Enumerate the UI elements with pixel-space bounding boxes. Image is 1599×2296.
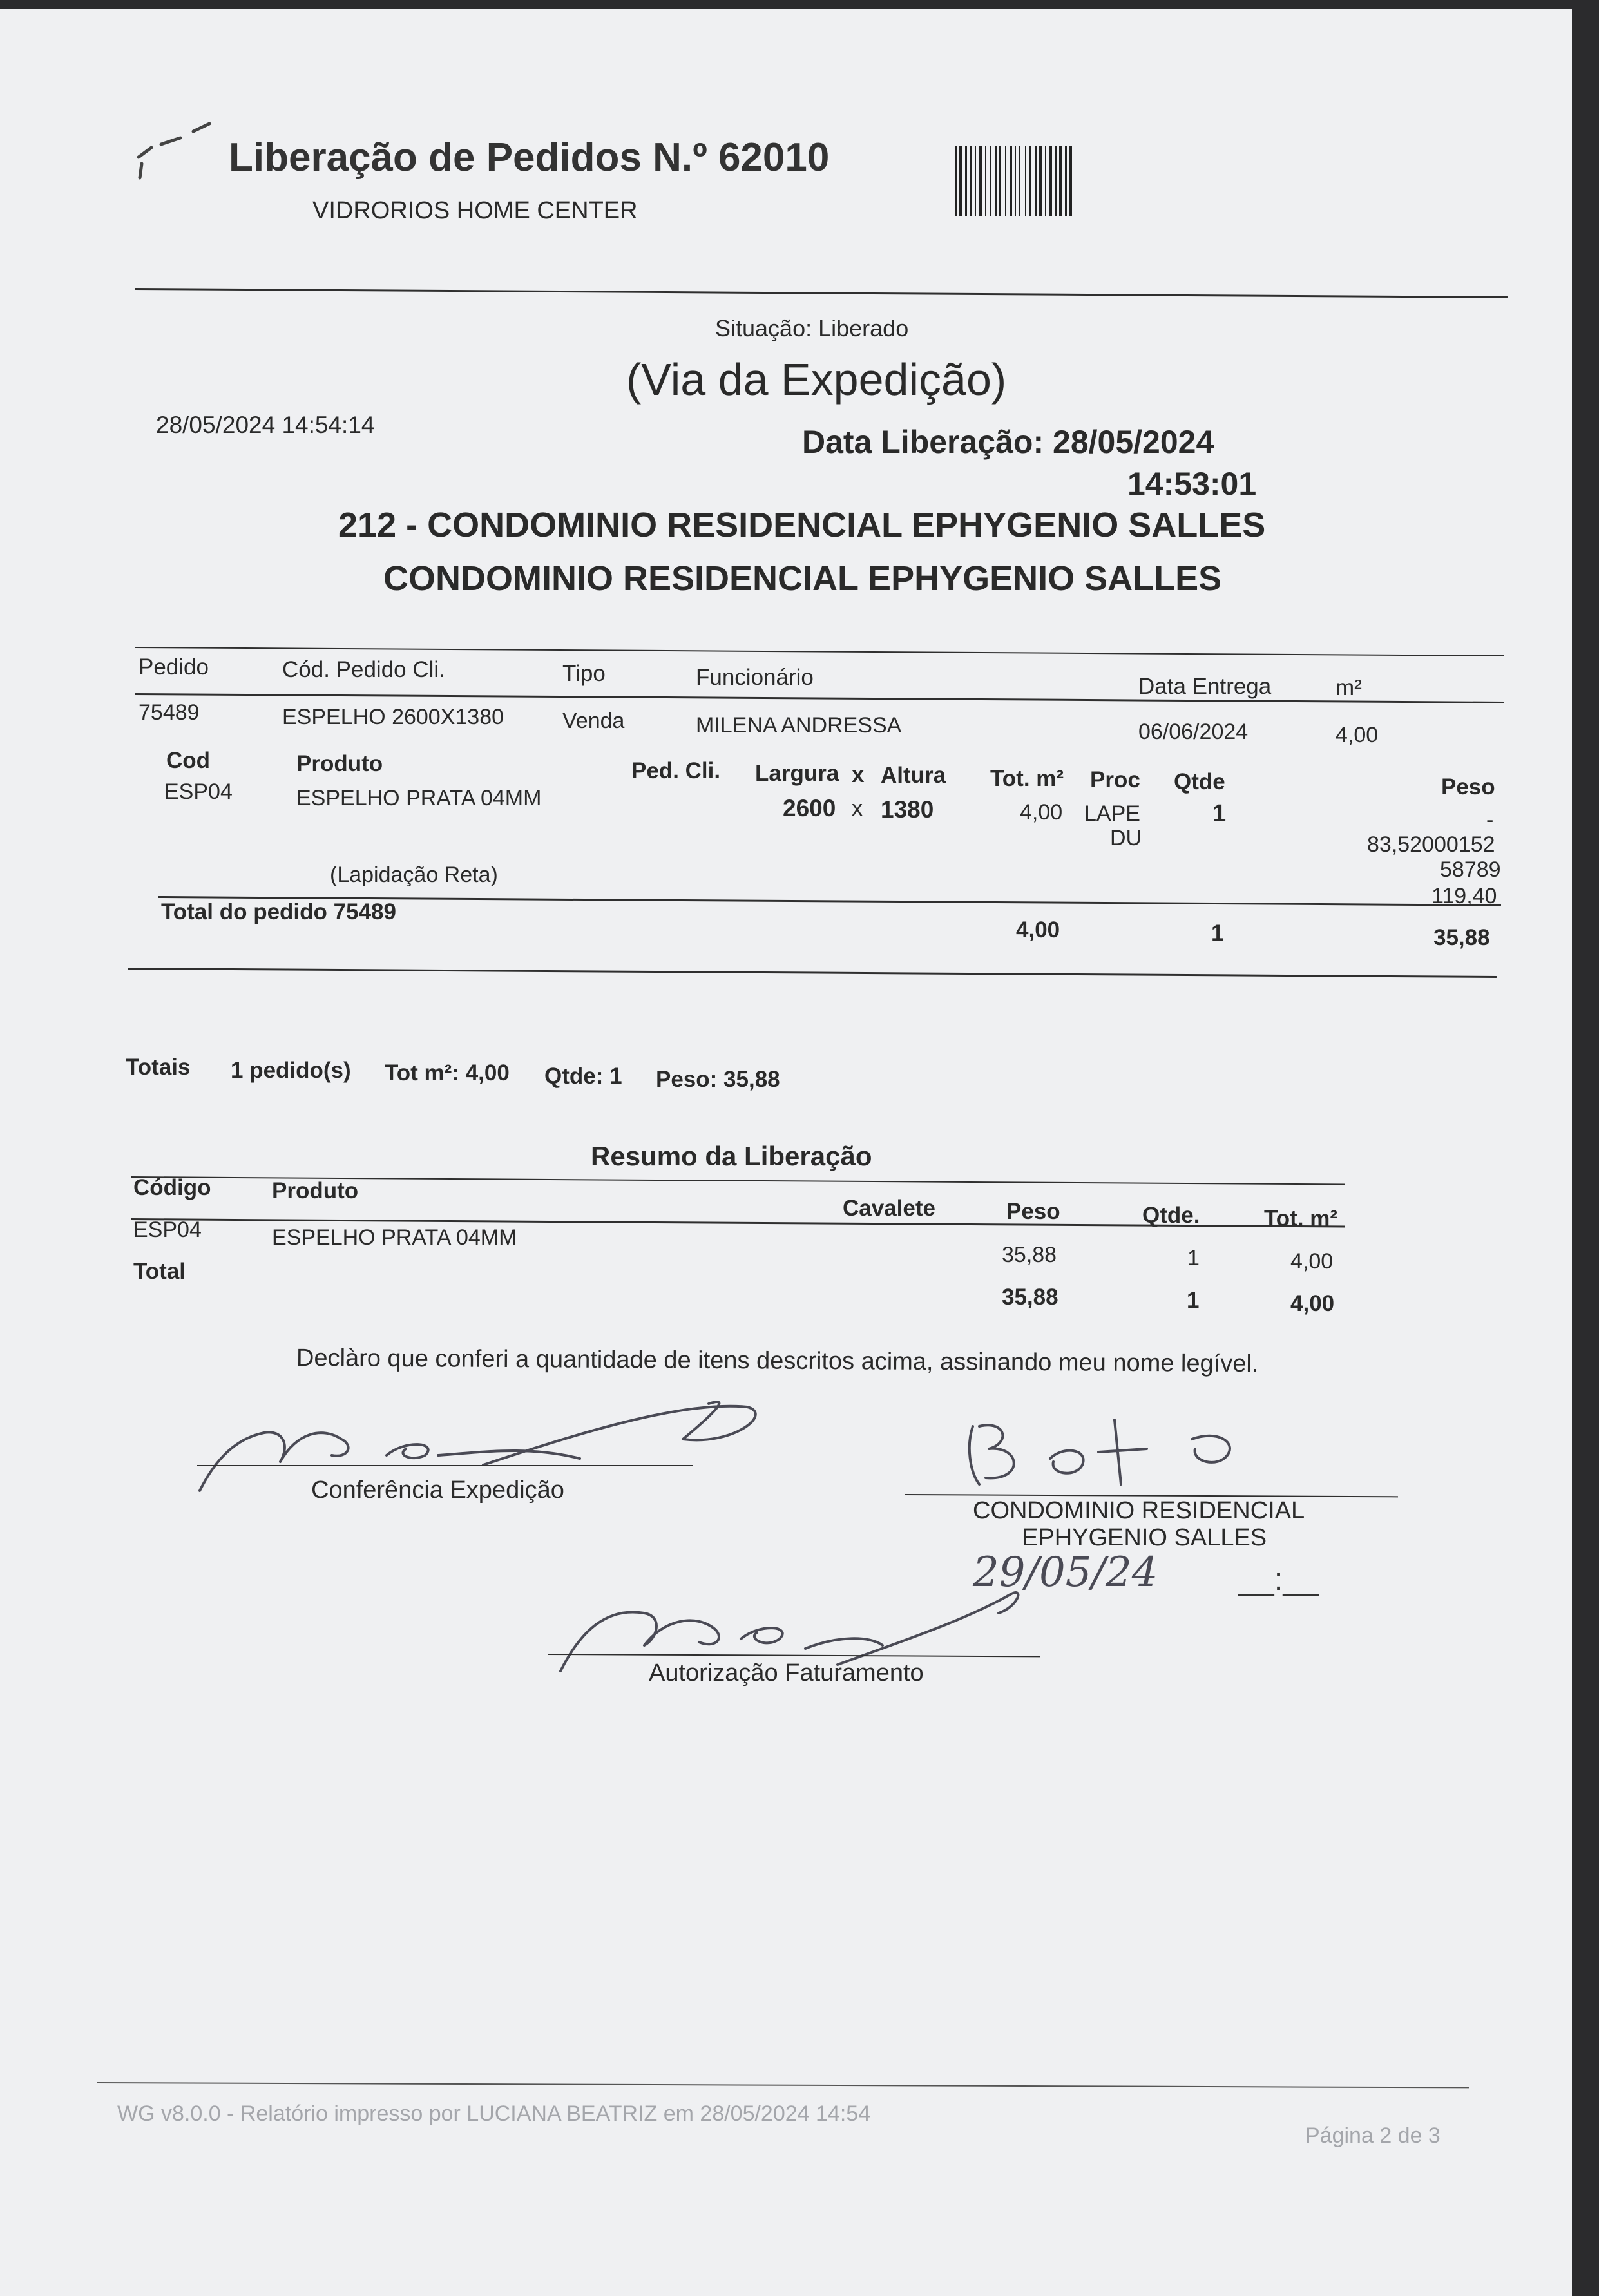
col-tipo-header: Tipo [562,661,606,686]
item-peso-header: Peso [1441,774,1495,799]
item-qtde: 1 [1212,800,1227,827]
item-proc-line-1: LAPE [1084,801,1140,826]
time-placeholder: __:__ [1238,1561,1319,1597]
company-name: VIDRORIOS HOME CENTER [312,197,638,224]
item-proc-line-2: DU [1110,826,1142,850]
signature-line-conferencia [197,1465,693,1466]
document-title: Liberação de Pedidos N.º 62010 [229,135,830,180]
summary-peso: 35,88 [1002,1243,1057,1267]
item-peso-line-3: 58789 [1440,857,1501,882]
item-cod: ESP04 [164,780,233,804]
item-cod-header: Cod [166,748,211,773]
client-code-name: 212 - CONDOMINIO RESIDENCIAL EPHYGENIO SALLES [338,506,1266,544]
summary-cavalete-header: Cavalete [843,1196,935,1221]
printed-timestamp: 28/05/2024 14:54:14 [156,412,375,438]
item-largura: 2600 [783,795,836,821]
item-peso-line-4: 119,40 [1431,884,1497,908]
copy-type-label: (Via da Expedição) [626,354,1007,405]
declaration-text: Declàro que conferi a quantidade de itens descritos acima, assinando meu nome legível. [296,1344,1259,1378]
item-x: x [852,796,863,821]
footer-report-info: WG v8.0.0 - Relatório impresso por LUCIANA BEATRIZ em 28/05/2024 14:54 [117,2101,871,2126]
summary-total-qtde: 1 [1187,1288,1200,1313]
col-m2-header: m² [1336,675,1362,700]
page-number: Página 2 de 3 [1305,2123,1441,2148]
summary-tot-m2-header: Tot. m² [1264,1206,1338,1231]
summary-codigo: ESP04 [133,1218,202,1242]
release-date: Data Liberação: 28/05/2024 [802,424,1214,460]
item-peso-line-2: 83,52000152 [1367,832,1495,857]
item-largura-header: Largura [755,761,839,786]
handwritten-date: 29/05/24 [973,1549,1158,1596]
item-proc-header: Proc [1090,767,1140,792]
client-signature-name-1: CONDOMINIO RESIDENCIAL [973,1497,1305,1524]
summary-qtde-header: Qtde. [1142,1203,1200,1228]
summary-codigo-header: Código [133,1175,211,1200]
conferencia-label: Conferência Expedição [311,1477,564,1504]
order-cod-pedido: ESPELHO 2600X1380 [282,705,504,729]
col-cod-pedido-header: Cód. Pedido Cli. [282,657,445,682]
order-data-entrega: 06/06/2024 [1138,720,1249,744]
totals-pedidos: 1 pedido(s) [231,1058,351,1083]
summary-qtde: 1 [1187,1246,1200,1270]
footer-divider [97,2082,1469,2088]
item-tot-m2-header: Tot. m² [990,766,1064,791]
order-section-divider [128,968,1497,978]
summary-total-label: Total [133,1259,186,1284]
col-funcionario-header: Funcionário [696,665,814,690]
item-qtde-header: Qtde [1174,769,1225,794]
item-altura: 1380 [881,796,934,823]
item-altura-header: Altura [881,763,946,788]
order-header-underline [135,693,1504,703]
item-produto: ESPELHO PRATA 04MM [296,786,542,810]
order-total-m2: 4,00 [1016,917,1060,942]
document-page [0,9,1572,2296]
summary-produto-header: Produto [272,1178,359,1203]
client-name: CONDOMINIO RESIDENCIAL EPHYGENIO SALLES [383,559,1222,598]
signature-client [960,1407,1256,1491]
item-tot-m2: 4,00 [1020,800,1063,825]
item-produto-header: Produto [296,751,383,776]
autorizacao-label: Autorização Faturamento [649,1660,924,1687]
totals-peso: Peso: 35,88 [656,1067,780,1092]
order-table-top-line [135,647,1504,656]
release-time: 14:53:01 [1127,466,1257,502]
summary-total-peso: 35,88 [1002,1285,1058,1310]
totals-label: Totais [126,1055,191,1080]
item-observation: (Lapidação Reta) [330,863,498,887]
order-m2: 4,00 [1336,723,1379,747]
summary-title: Resumo da Liberação [591,1141,872,1171]
item-peso-line-1: - [1486,808,1494,832]
order-pedido: 75489 [139,700,200,725]
item-x-header: x [852,762,865,787]
summary-produto: ESPELHO PRATA 04MM [272,1225,517,1250]
item-ped-cli-header: Ped. Cli. [631,758,721,783]
summary-peso-header: Peso [1006,1199,1060,1224]
status-label: Situação: Liberado [715,315,909,341]
order-tipo: Venda [562,709,625,733]
barcode [955,146,1196,216]
order-total-label: Total do pedido 75489 [161,899,396,924]
summary-tot-m2: 4,00 [1290,1249,1334,1274]
header-divider [135,288,1508,298]
order-total-qtde: 1 [1211,921,1224,946]
summary-total-tot-m2: 4,00 [1290,1291,1335,1316]
totals-qtde: Qtde: 1 [544,1064,622,1089]
col-pedido-header: Pedido [139,655,209,680]
client-signature-name-2: EPHYGENIO SALLES [1022,1524,1267,1551]
totals-m2: Tot m²: 4,00 [385,1060,510,1086]
scratch-mark-icon [132,119,216,189]
order-total-peso: 35,88 [1433,925,1490,950]
order-funcionario: MILENA ANDRESSA [696,713,902,738]
col-data-entrega-header: Data Entrega [1138,674,1272,699]
